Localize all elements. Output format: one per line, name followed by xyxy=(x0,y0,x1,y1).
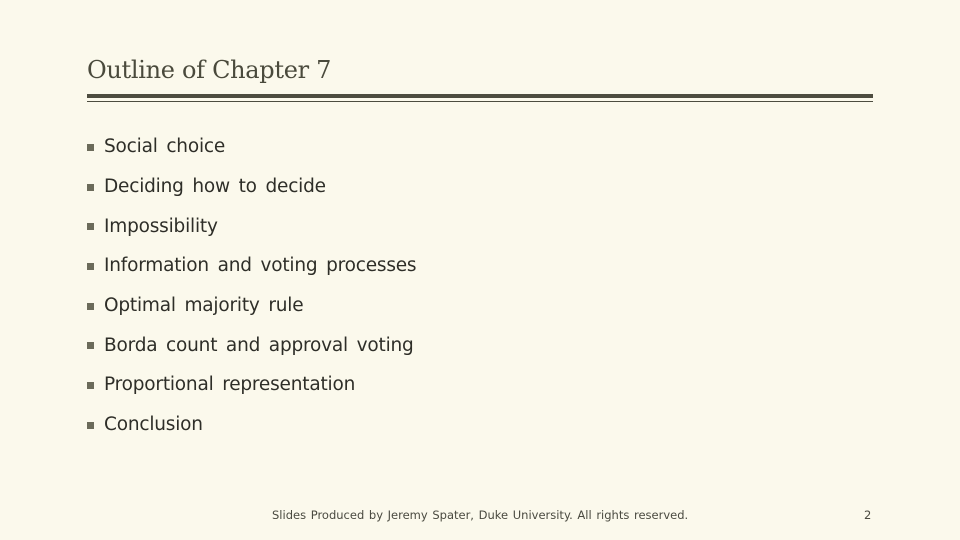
square-bullet-icon xyxy=(87,223,94,230)
bullet-text: Impossibility xyxy=(104,215,218,237)
bullet-list xyxy=(87,127,416,445)
bullet-text: Deciding how to decide xyxy=(104,176,326,198)
square-bullet-icon xyxy=(87,303,94,310)
bullet-item xyxy=(87,286,416,326)
bullet-text: Proportional representation xyxy=(104,374,356,396)
bullet-item xyxy=(87,325,416,365)
bullet-item xyxy=(87,206,416,246)
bullet-text: Social choice xyxy=(104,136,226,158)
bullet-item xyxy=(87,246,416,286)
square-bullet-icon xyxy=(87,342,94,349)
page-number: 2 xyxy=(864,508,872,522)
slide-title: Outline of Chapter 7 xyxy=(87,56,332,84)
bullet-text: Optimal majority rule xyxy=(104,295,304,317)
square-bullet-icon xyxy=(87,263,94,270)
title-divider-thick xyxy=(87,94,873,98)
square-bullet-icon xyxy=(87,184,94,191)
bullet-text: Information and voting processes xyxy=(104,255,417,277)
square-bullet-icon xyxy=(87,422,94,429)
slide-footer: Slides Produced by Jeremy Spater, Duke University. All rights reserved. xyxy=(272,508,689,522)
bullet-item xyxy=(87,365,416,405)
bullet-text: Conclusion xyxy=(104,414,203,436)
bullet-text: Borda count and approval voting xyxy=(104,334,414,356)
square-bullet-icon xyxy=(87,144,94,151)
bullet-item xyxy=(87,127,416,167)
title-divider-thin xyxy=(87,101,873,102)
bullet-item xyxy=(87,167,416,207)
bullet-item xyxy=(87,405,416,445)
square-bullet-icon xyxy=(87,382,94,389)
